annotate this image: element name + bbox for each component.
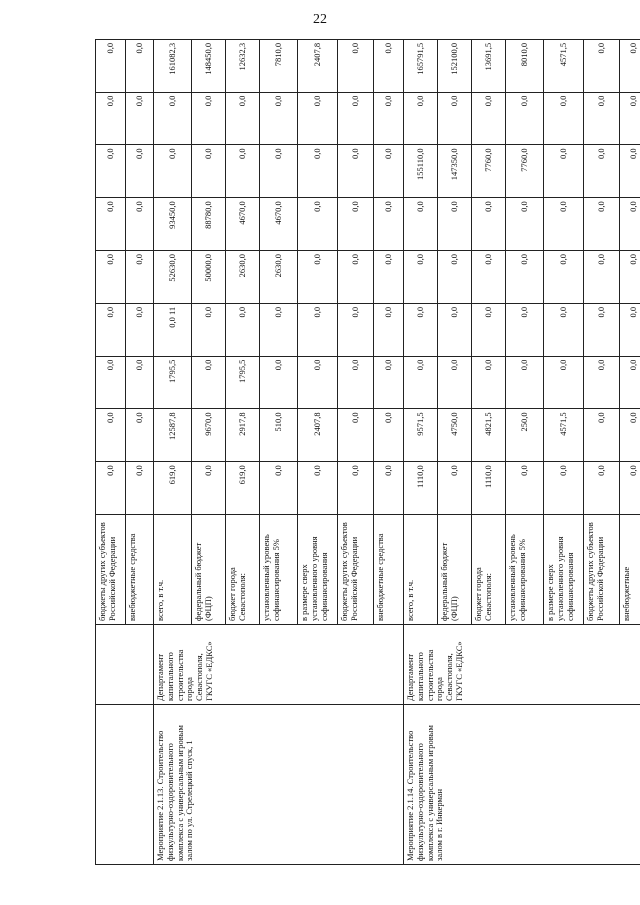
year-value-cell: 0,0 bbox=[96, 356, 126, 409]
year-value-cell: 0,0 bbox=[96, 251, 126, 304]
funding-source-cell: бюджет города Севастополя: bbox=[226, 515, 260, 625]
year-value-cell: 0,0 bbox=[620, 462, 640, 515]
event-cell bbox=[96, 705, 154, 865]
year-value-cell: 0,0 bbox=[126, 92, 154, 145]
year-value-cell: 0,0 bbox=[506, 92, 544, 145]
year-value-cell: 0,0 bbox=[506, 303, 544, 356]
year-value-cell: 0,0 bbox=[338, 409, 374, 462]
year-value-cell: 1110,0 bbox=[404, 462, 438, 515]
year-value-cell: 9670,0 bbox=[192, 409, 226, 462]
year-value-cell: 0,0 bbox=[506, 251, 544, 304]
year-value-cell: 0,0 bbox=[298, 462, 338, 515]
year-value-cell: 0,0 bbox=[472, 356, 506, 409]
year-value-cell: 0,0 bbox=[584, 251, 620, 304]
year-value-cell: 9571,5 bbox=[404, 409, 438, 462]
year-value-cell: 0,0 bbox=[584, 198, 620, 251]
total-value-cell: 0,0 bbox=[338, 39, 374, 92]
year-value-cell: 0,0 bbox=[338, 303, 374, 356]
year-value-cell: 0,0 bbox=[584, 92, 620, 145]
year-value-cell: 2630,0 bbox=[226, 251, 260, 304]
year-value-cell: 0,0 bbox=[192, 303, 226, 356]
total-value-cell: 152100,0 bbox=[438, 39, 472, 92]
year-value-cell: 50000,0 bbox=[192, 251, 226, 304]
total-value-cell: 0,0 bbox=[126, 39, 154, 92]
year-value-cell: 0,0 bbox=[154, 145, 192, 198]
year-value-cell: 0,0 bbox=[438, 251, 472, 304]
rotated-table-frame bbox=[95, 40, 638, 865]
year-value-cell: 0,0 bbox=[506, 198, 544, 251]
total-value-cell: 0,0 bbox=[620, 39, 640, 92]
year-value-cell: 0,0 bbox=[374, 251, 404, 304]
year-value-cell: 0,0 bbox=[584, 303, 620, 356]
year-value-cell: 0,0 bbox=[260, 356, 298, 409]
funding-source-cell: внебюджетные средства bbox=[374, 515, 404, 625]
year-value-cell: 0,0 bbox=[374, 462, 404, 515]
funding-source-cell: в размере сверх установленного уровня софинансирования bbox=[544, 515, 584, 625]
year-value-cell: 0,0 bbox=[620, 303, 640, 356]
budget-table bbox=[95, 39, 640, 865]
year-value-cell: 0,0 bbox=[260, 303, 298, 356]
year-value-cell: 0,0 bbox=[298, 92, 338, 145]
year-value-cell: 1795,5 bbox=[226, 356, 260, 409]
year-value-cell: 1795,5 bbox=[154, 356, 192, 409]
year-value-cell: 0,0 bbox=[472, 198, 506, 251]
year-value-cell: 0,0 bbox=[544, 462, 584, 515]
year-value-cell: 0,0 bbox=[192, 92, 226, 145]
year-value-cell: 0,0 bbox=[472, 251, 506, 304]
year-value-cell: 0,0 bbox=[154, 92, 192, 145]
year-value-cell: 0,0 bbox=[374, 303, 404, 356]
year-value-cell: 0,0 bbox=[438, 356, 472, 409]
funding-source-cell: внебюджетные bbox=[620, 515, 640, 625]
year-value-cell: 0,0 bbox=[438, 92, 472, 145]
year-value-cell: 2630,0 bbox=[260, 251, 298, 304]
year-value-cell: 7760,0 bbox=[506, 145, 544, 198]
year-value-cell: 2917,8 bbox=[226, 409, 260, 462]
total-value-cell: 161082,3 bbox=[154, 39, 192, 92]
executor-cell: Департамент капитального строительства города Севастополя, ГКУГС «ЕДКС» bbox=[154, 625, 404, 705]
year-value-cell: 0,0 bbox=[96, 198, 126, 251]
year-value-cell: 0,0 11 bbox=[154, 303, 192, 356]
year-value-cell: 0,0 bbox=[584, 409, 620, 462]
year-value-cell: 0,0 bbox=[544, 303, 584, 356]
year-value-cell: 4571,5 bbox=[544, 409, 584, 462]
year-value-cell: 0,0 bbox=[438, 198, 472, 251]
year-value-cell: 0,0 bbox=[620, 145, 640, 198]
year-value-cell: 0,0 bbox=[226, 92, 260, 145]
year-value-cell: 0,0 bbox=[472, 303, 506, 356]
year-value-cell: 0,0 bbox=[126, 145, 154, 198]
year-value-cell: 0,0 bbox=[192, 145, 226, 198]
year-value-cell: 0,0 bbox=[544, 92, 584, 145]
year-value-cell: 0,0 bbox=[404, 92, 438, 145]
year-value-cell: 0,0 bbox=[544, 251, 584, 304]
year-value-cell: 0,0 bbox=[544, 145, 584, 198]
total-value-cell: 13691,5 bbox=[472, 39, 506, 92]
year-value-cell: 0,0 bbox=[192, 356, 226, 409]
year-value-cell: 0,0 bbox=[374, 409, 404, 462]
year-value-cell: 0,0 bbox=[404, 356, 438, 409]
year-value-cell: 0,0 bbox=[126, 251, 154, 304]
year-value-cell: 0,0 bbox=[96, 462, 126, 515]
funding-source-cell: установленный уровень софинансирования 5% bbox=[506, 515, 544, 625]
year-value-cell: 0,0 bbox=[584, 462, 620, 515]
total-value-cell: 148450,0 bbox=[192, 39, 226, 92]
year-value-cell: 0,0 bbox=[226, 145, 260, 198]
year-value-cell: 250,0 bbox=[506, 409, 544, 462]
year-value-cell: 0,0 bbox=[126, 356, 154, 409]
funding-source-cell: бюджеты других субъектов Российской Федерации bbox=[584, 515, 620, 625]
year-value-cell: 619,0 bbox=[226, 462, 260, 515]
year-value-cell: 0,0 bbox=[126, 303, 154, 356]
table-row bbox=[96, 39, 126, 864]
year-value-cell: 4821,5 bbox=[472, 409, 506, 462]
executor-cell bbox=[96, 625, 154, 705]
year-value-cell: 0,0 bbox=[126, 462, 154, 515]
year-value-cell: 0,0 bbox=[298, 198, 338, 251]
funding-source-cell: всего, в т.ч. bbox=[404, 515, 438, 625]
year-value-cell: 0,0 bbox=[338, 92, 374, 145]
year-value-cell: 619,0 bbox=[154, 462, 192, 515]
year-value-cell: 0,0 bbox=[506, 462, 544, 515]
year-value-cell: 0,0 bbox=[472, 92, 506, 145]
total-value-cell: 0,0 bbox=[374, 39, 404, 92]
funding-source-cell: бюджеты других субъектов Российской Федерации bbox=[338, 515, 374, 625]
year-value-cell: 0,0 bbox=[126, 409, 154, 462]
funding-source-cell: бюджет города Севастополя: bbox=[472, 515, 506, 625]
year-value-cell: 0,0 bbox=[260, 92, 298, 145]
year-value-cell: 0,0 bbox=[298, 303, 338, 356]
year-value-cell: 0,0 bbox=[96, 145, 126, 198]
year-value-cell: 0,0 bbox=[338, 462, 374, 515]
year-value-cell: 0,0 bbox=[192, 462, 226, 515]
total-value-cell: 0,0 bbox=[96, 39, 126, 92]
year-value-cell: 0,0 bbox=[374, 145, 404, 198]
total-value-cell: 8010,0 bbox=[506, 39, 544, 92]
year-value-cell: 0,0 bbox=[404, 303, 438, 356]
total-value-cell: 7810,0 bbox=[260, 39, 298, 92]
funding-source-cell: бюджеты других субъектов Российской Федерации bbox=[96, 515, 126, 625]
year-value-cell: 0,0 bbox=[226, 303, 260, 356]
funding-source-cell: в размере сверх установленного уровня софинансирования bbox=[298, 515, 338, 625]
year-value-cell: 93450,0 bbox=[154, 198, 192, 251]
year-value-cell: 0,0 bbox=[438, 462, 472, 515]
year-value-cell: 0,0 bbox=[338, 356, 374, 409]
year-value-cell: 0,0 bbox=[374, 356, 404, 409]
year-value-cell: 510,0 bbox=[260, 409, 298, 462]
year-value-cell: 12587,8 bbox=[154, 409, 192, 462]
year-value-cell: 0,0 bbox=[404, 251, 438, 304]
year-value-cell: 2407,8 bbox=[298, 409, 338, 462]
total-value-cell: 0,0 bbox=[584, 39, 620, 92]
funding-source-cell: всего, в т.ч. bbox=[154, 515, 192, 625]
year-value-cell: 0,0 bbox=[620, 198, 640, 251]
year-value-cell: 0,0 bbox=[96, 303, 126, 356]
year-value-cell: 0,0 bbox=[584, 145, 620, 198]
year-value-cell: 0,0 bbox=[620, 92, 640, 145]
year-value-cell: 0,0 bbox=[374, 92, 404, 145]
year-value-cell: 0,0 bbox=[338, 198, 374, 251]
year-value-cell: 4670,0 bbox=[226, 198, 260, 251]
funding-source-cell: федеральный бюджет (ФЦП) bbox=[192, 515, 226, 625]
funding-source-cell: федеральный бюджет (ФЦП) bbox=[438, 515, 472, 625]
year-value-cell: 0,0 bbox=[298, 356, 338, 409]
total-value-cell: 4571,5 bbox=[544, 39, 584, 92]
year-value-cell: 0,0 bbox=[298, 251, 338, 304]
year-value-cell: 88780,0 bbox=[192, 198, 226, 251]
year-value-cell: 147350,0 bbox=[438, 145, 472, 198]
total-value-cell: 2407,8 bbox=[298, 39, 338, 92]
year-value-cell: 0,0 bbox=[338, 145, 374, 198]
year-value-cell: 0,0 bbox=[96, 92, 126, 145]
funding-source-cell: установленный уровень софинансирования 5% bbox=[260, 515, 298, 625]
total-value-cell: 165791,5 bbox=[404, 39, 438, 92]
year-value-cell: 7760,0 bbox=[472, 145, 506, 198]
year-value-cell: 155110,0 bbox=[404, 145, 438, 198]
page-number: 22 bbox=[313, 12, 327, 27]
year-value-cell: 0,0 bbox=[584, 356, 620, 409]
table-row bbox=[404, 39, 438, 864]
year-value-cell: 0,0 bbox=[126, 198, 154, 251]
year-value-cell: 0,0 bbox=[260, 462, 298, 515]
executor-cell: Департамент капитального строительства города Севастополя, ГКУГС «ЕДКС» bbox=[404, 625, 640, 705]
year-value-cell: 0,0 bbox=[404, 198, 438, 251]
year-value-cell: 1110,0 bbox=[472, 462, 506, 515]
year-value-cell: 0,0 bbox=[544, 198, 584, 251]
year-value-cell: 0,0 bbox=[620, 409, 640, 462]
year-value-cell: 0,0 bbox=[620, 251, 640, 304]
year-value-cell: 0,0 bbox=[338, 251, 374, 304]
year-value-cell: 0,0 bbox=[298, 145, 338, 198]
year-value-cell: 4750,0 bbox=[438, 409, 472, 462]
event-cell: Мероприятие 2.1.14. Строительство физкультурно-оздоровительного комплекса с универсальным игровым залом в г. Инкерман bbox=[404, 705, 640, 865]
total-value-cell: 12632,3 bbox=[226, 39, 260, 92]
year-value-cell: 0,0 bbox=[620, 356, 640, 409]
year-value-cell: 0,0 bbox=[506, 356, 544, 409]
year-value-cell: 0,0 bbox=[374, 198, 404, 251]
year-value-cell: 4670,0 bbox=[260, 198, 298, 251]
year-value-cell: 0,0 bbox=[96, 409, 126, 462]
year-value-cell: 0,0 bbox=[438, 303, 472, 356]
table-row bbox=[154, 39, 192, 864]
funding-source-cell: внебюджетные средства bbox=[126, 515, 154, 625]
year-value-cell: 0,0 bbox=[260, 145, 298, 198]
year-value-cell: 52630,0 bbox=[154, 251, 192, 304]
year-value-cell: 0,0 bbox=[544, 356, 584, 409]
event-cell: Мероприятие 2.1.13. Строительство физкультурно-оздоровительного комплекса с универсальным игровым залом по ул. Стрелецкий спуск, 1 bbox=[154, 705, 404, 865]
